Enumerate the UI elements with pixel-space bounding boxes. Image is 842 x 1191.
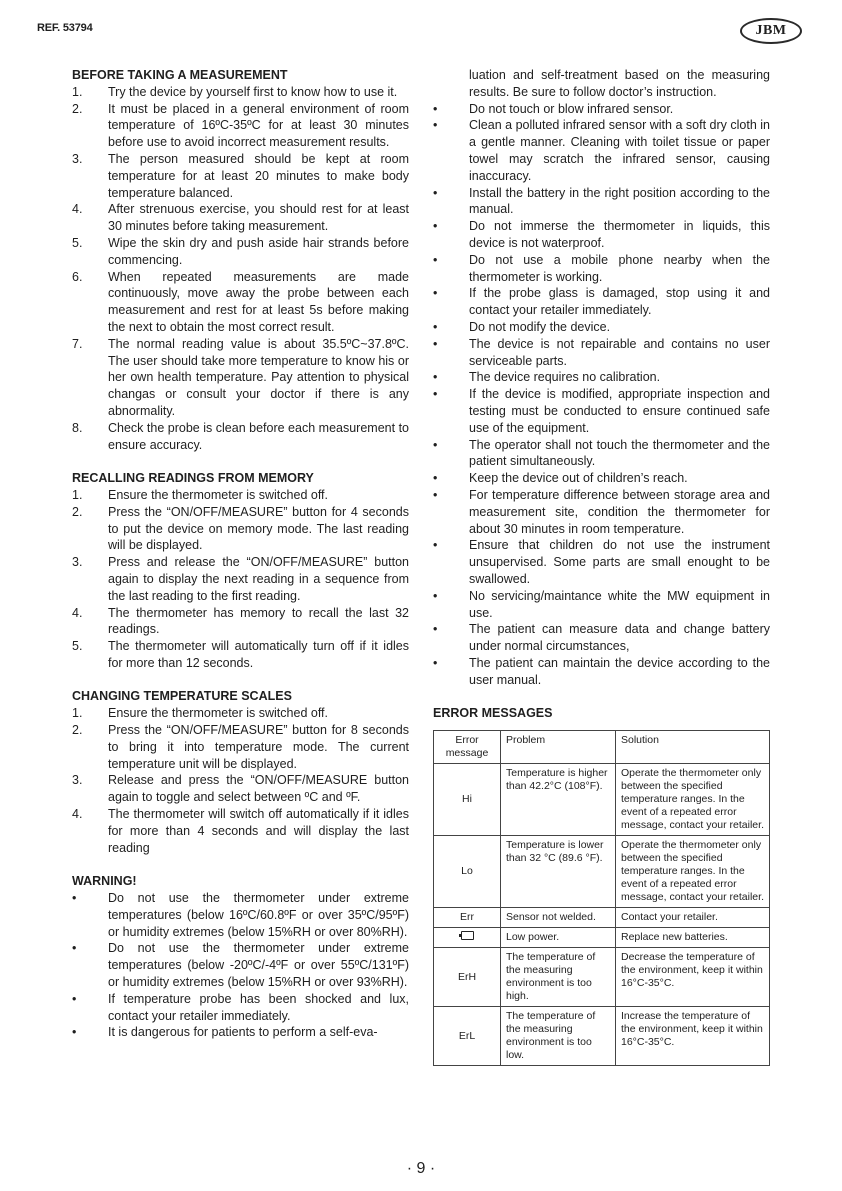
list-item-marker: • bbox=[433, 538, 438, 553]
solution-cell: Operate the thermometer only between the specified temperature ranges. In the event of a repeated error message, contact your retailer. bbox=[616, 836, 770, 908]
before-list bbox=[72, 84, 409, 454]
list-item bbox=[72, 806, 409, 856]
list-item-marker: • bbox=[433, 319, 438, 334]
list-item bbox=[72, 487, 409, 504]
list-item-text: The person measured should be kept at room temperature for at least 20 minutes to make body temperature balanced. bbox=[108, 151, 409, 200]
error-code-cell bbox=[434, 928, 501, 948]
table-row bbox=[434, 836, 770, 908]
list-item-marker: • bbox=[433, 185, 438, 200]
list-item-text: Clean a polluted infrared sensor with a soft dry cloth in a gentle manner. Cleaning with toilet tissue or paper towel may scratch the infrared sensor, causing inaccuracy. bbox=[469, 118, 770, 183]
list-item-marker: 7. bbox=[72, 336, 83, 351]
list-item-marker: • bbox=[433, 387, 438, 402]
list-item bbox=[72, 991, 409, 1025]
list-item-text: Wipe the skin dry and push aside hair strands before commencing. bbox=[108, 235, 409, 267]
list-item-text: Release and press the “ON/OFF/MEASURE button again to toggle and select between ºC and ºF. bbox=[108, 773, 409, 805]
warning-list-left bbox=[72, 890, 409, 1041]
problem-cell: Low power. bbox=[501, 928, 616, 948]
list-item-marker: 3. bbox=[72, 151, 83, 166]
solution-cell: Contact your retailer. bbox=[616, 908, 770, 928]
warning-heading: WARNING! bbox=[72, 874, 137, 889]
solution-cell: Operate the thermometer only between the specified temperature ranges. In the event of a repeated error message, contact your retailer. bbox=[616, 764, 770, 836]
list-item-text: It is dangerous for patients to perform a self-eva- bbox=[108, 1025, 378, 1040]
list-item bbox=[433, 117, 770, 184]
list-item bbox=[433, 185, 770, 219]
solution-cell: Increase the temperature of the environment, keep it within 16°C-35°C. bbox=[616, 1007, 770, 1066]
list-item-marker: • bbox=[433, 588, 438, 603]
list-item-text: Keep the device out of children’s reach. bbox=[469, 471, 688, 486]
list-item-text: The patient can maintain the device according to the user manual. bbox=[469, 655, 770, 687]
list-item bbox=[433, 537, 770, 587]
list-item-text: Do not use a mobile phone nearby when the thermometer is working. bbox=[469, 252, 770, 284]
list-item bbox=[72, 504, 409, 554]
table-header-cell: Problem bbox=[501, 731, 616, 764]
list-item-marker: • bbox=[433, 487, 438, 502]
error-code-cell: ErL bbox=[434, 1007, 501, 1066]
list-item bbox=[72, 605, 409, 639]
table-row bbox=[434, 1007, 770, 1066]
list-item-text: The device is not repairable and contains no user serviceable parts. bbox=[469, 336, 770, 368]
list-item-text: The thermometer will switch off automatically if it idles for more than 4 seconds and will display the last reading bbox=[108, 807, 409, 855]
list-item-text: Do not use the thermometer under extreme temperatures (below -20ºC/-4ºF or over 55ºC/131ºF) or humidity extremes (below 15%RH or over 93%RH). bbox=[108, 941, 409, 990]
list-item bbox=[433, 655, 770, 689]
scales-list bbox=[72, 705, 409, 856]
list-item-marker: 1. bbox=[72, 487, 83, 502]
list-item-marker: 4. bbox=[72, 202, 83, 217]
error-table bbox=[433, 730, 770, 1066]
solution-cell: Replace new batteries. bbox=[616, 928, 770, 948]
list-item-text: Install the battery in the right position according to the manual. bbox=[469, 185, 770, 217]
warning-continuation: luation and self-treatment based on the measuring results. Be sure to follow doctor’s instruction. bbox=[469, 68, 770, 99]
list-item bbox=[72, 101, 409, 151]
list-item bbox=[433, 621, 770, 655]
error-code-cell: Hi bbox=[434, 764, 501, 836]
list-item-marker: • bbox=[72, 891, 77, 906]
list-item bbox=[433, 319, 770, 336]
list-item-marker: • bbox=[72, 1025, 77, 1040]
list-item-text: Do not touch or blow infrared sensor. bbox=[469, 101, 674, 116]
list-item-marker: • bbox=[433, 471, 438, 486]
list-item-text: If the probe glass is damaged, stop using it and contact your retailer immediately. bbox=[469, 286, 770, 318]
list-item bbox=[433, 369, 770, 386]
list-item-marker: • bbox=[433, 219, 438, 234]
list-item bbox=[72, 940, 409, 990]
list-item-marker: 1. bbox=[72, 84, 83, 99]
list-item-text: Do not use the thermometer under extreme temperatures (below 16ºC/60.8ºF or over 35ºC/95ºF) or humidity extremes (below 15%RH or over 80%RH). bbox=[108, 891, 409, 939]
table-header-cell: Error message bbox=[434, 731, 501, 764]
errors-heading: ERROR MESSAGES bbox=[433, 706, 553, 721]
list-item bbox=[72, 554, 409, 604]
problem-cell: The temperature of the measuring environment is too low. bbox=[501, 1007, 616, 1066]
list-item-text: If temperature probe has been shocked and lux, contact your retailer immediately. bbox=[108, 991, 409, 1023]
list-item bbox=[72, 201, 409, 235]
problem-cell: Sensor not welded. bbox=[501, 908, 616, 928]
list-item-text: Press the “ON/OFF/MEASURE” button for 8 seconds to bring it into temperature mode. The current temperature unit will be displayed. bbox=[108, 723, 409, 771]
list-item-marker: • bbox=[433, 118, 438, 133]
table-row bbox=[434, 908, 770, 928]
list-item-marker: 2. bbox=[72, 101, 83, 116]
list-item-text: The operator shall not touch the thermometer and the patient simultaneously. bbox=[469, 437, 770, 469]
list-item-marker: • bbox=[433, 336, 438, 351]
before-heading: BEFORE TAKING A MEASUREMENT bbox=[72, 68, 288, 82]
error-code-cell: Lo bbox=[434, 836, 501, 908]
problem-cell: Temperature is lower than 32 °C (89.6 °F). bbox=[501, 836, 616, 908]
list-item bbox=[72, 336, 409, 420]
list-item bbox=[433, 386, 770, 436]
list-item bbox=[433, 101, 770, 118]
list-item-text: After strenuous exercise, you should rest for at least 30 minutes before taking measurement. bbox=[108, 202, 409, 234]
scales-heading: CHANGING TEMPERATURE SCALES bbox=[72, 689, 292, 704]
list-item bbox=[72, 235, 409, 269]
table-row bbox=[434, 948, 770, 1007]
list-item-marker: 2. bbox=[72, 723, 83, 738]
recall-list bbox=[72, 487, 409, 672]
list-item-text: The thermometer will automatically turn off if it idles for more than 12 seconds. bbox=[108, 639, 409, 670]
list-item-marker: 5. bbox=[72, 639, 83, 654]
list-item-marker: 5. bbox=[72, 235, 83, 250]
list-item-marker: 8. bbox=[72, 420, 83, 435]
list-item-text: The patient can measure data and change battery under normal circumstances, bbox=[469, 622, 770, 654]
list-item bbox=[72, 151, 409, 201]
list-item-text: Ensure that children do not use the instrument unsupervised. Some parts are small enought to be swallowed. bbox=[469, 538, 770, 586]
problem-cell: Temperature is higher than 42.2°C (108°F). bbox=[501, 764, 616, 836]
brand-logo bbox=[740, 18, 802, 44]
list-item-text: The thermometer has memory to recall the last 32 readings. bbox=[108, 605, 409, 637]
list-item bbox=[433, 252, 770, 286]
recall-heading: RECALLING READINGS FROM MEMORY bbox=[72, 471, 314, 486]
error-code-cell: ErH bbox=[434, 948, 501, 1007]
list-item bbox=[433, 336, 770, 370]
list-item bbox=[72, 84, 409, 101]
list-item-marker: 2. bbox=[72, 504, 83, 519]
list-item-marker: • bbox=[433, 286, 438, 301]
table-row bbox=[434, 764, 770, 836]
list-item bbox=[72, 638, 409, 672]
list-item-marker: • bbox=[72, 991, 77, 1006]
list-item-marker: 4. bbox=[72, 807, 83, 822]
list-item-marker: • bbox=[433, 655, 438, 670]
list-item-text: Ensure the thermometer is switched off. bbox=[108, 487, 329, 502]
list-item-text: If the device is modified, appropriate inspection and testing must be conducted to ensure continued safe use of the equipment. bbox=[469, 387, 770, 435]
table-row bbox=[434, 928, 770, 948]
list-item-marker: • bbox=[433, 437, 438, 452]
list-item-marker: 3. bbox=[72, 773, 83, 788]
list-item bbox=[433, 487, 770, 537]
list-item bbox=[433, 285, 770, 319]
list-item-text: Check the probe is clean before each measurement to ensure accuracy. bbox=[108, 420, 409, 452]
list-item-marker: • bbox=[433, 370, 438, 385]
list-item bbox=[72, 420, 409, 454]
list-item-marker: • bbox=[72, 941, 77, 956]
low-battery-icon bbox=[461, 931, 474, 940]
list-item-marker: 6. bbox=[72, 269, 83, 284]
list-item-text: The normal reading value is about 35.5ºC~37.8ºC. The user should take more temperature to know his or her own health temperature. Pay attention to physical changas or consult your doctor if there is any abnormality. bbox=[108, 336, 409, 418]
list-item bbox=[72, 890, 409, 940]
warning-list-right bbox=[433, 101, 770, 689]
list-item-text: Do not immerse the thermometer in liquids, this device is not waterproof. bbox=[469, 219, 770, 250]
list-item bbox=[72, 705, 409, 722]
list-item-text: Press the “ON/OFF/MEASURE” button for 4 seconds to put the device on memory mode. The last reading will be displayed. bbox=[108, 504, 409, 553]
list-item bbox=[72, 772, 409, 806]
error-code-cell: Err bbox=[434, 908, 501, 928]
right-column bbox=[433, 67, 770, 1066]
list-item-marker: 4. bbox=[72, 605, 83, 620]
list-item-marker: • bbox=[433, 252, 438, 267]
list-item bbox=[72, 722, 409, 772]
page-number: · 9 · bbox=[406, 1160, 436, 1177]
problem-cell: The temperature of the measuring environment is too high. bbox=[501, 948, 616, 1007]
list-item bbox=[72, 269, 409, 336]
list-item-marker: • bbox=[433, 101, 438, 116]
list-item bbox=[433, 588, 770, 622]
list-item-text: For temperature difference between storage area and measurement site, condition the thermometer for about 30 minutes in room temperature. bbox=[469, 487, 770, 536]
table-header-row bbox=[434, 731, 770, 764]
list-item-text: When repeated measurements are made continuously, move away the probe between each measurement and rest for at least 5s before making the next to obtain the most correct result. bbox=[108, 269, 409, 334]
solution-cell: Decrease the temperature of the environment, keep it within 16°C-35°C. bbox=[616, 948, 770, 1007]
table-header-cell: Solution bbox=[616, 731, 770, 764]
reference-code: REF. 53794 bbox=[37, 22, 93, 34]
list-item-text: The device requires no calibration. bbox=[469, 370, 661, 385]
list-item-text: No servicing/maintance white the MW equipment in use. bbox=[469, 588, 770, 620]
list-item bbox=[433, 470, 770, 487]
list-item-marker: • bbox=[433, 622, 438, 637]
list-item-text: Ensure the thermometer is switched off. bbox=[108, 706, 329, 721]
list-item bbox=[433, 437, 770, 471]
list-item-text: Try the device by yourself first to know how to use it. bbox=[108, 84, 398, 99]
list-item bbox=[433, 218, 770, 252]
left-column bbox=[72, 67, 409, 1041]
list-item-text: Do not modify the device. bbox=[469, 319, 611, 334]
list-item bbox=[72, 1024, 409, 1041]
list-item-marker: 3. bbox=[72, 555, 83, 570]
list-item-text: Press and release the “ON/OFF/MEASURE” button again to display the next reading in a sequence from the last reading to the first reading. bbox=[108, 555, 409, 603]
brand-logo-text: JBM bbox=[755, 23, 787, 38]
list-item-marker: 1. bbox=[72, 706, 83, 721]
list-item-text: It must be placed in a general environment of room temperature of 16ºC-35ºC for at least 30 minutes before use to avoid incorrect measurement results. bbox=[108, 101, 409, 150]
